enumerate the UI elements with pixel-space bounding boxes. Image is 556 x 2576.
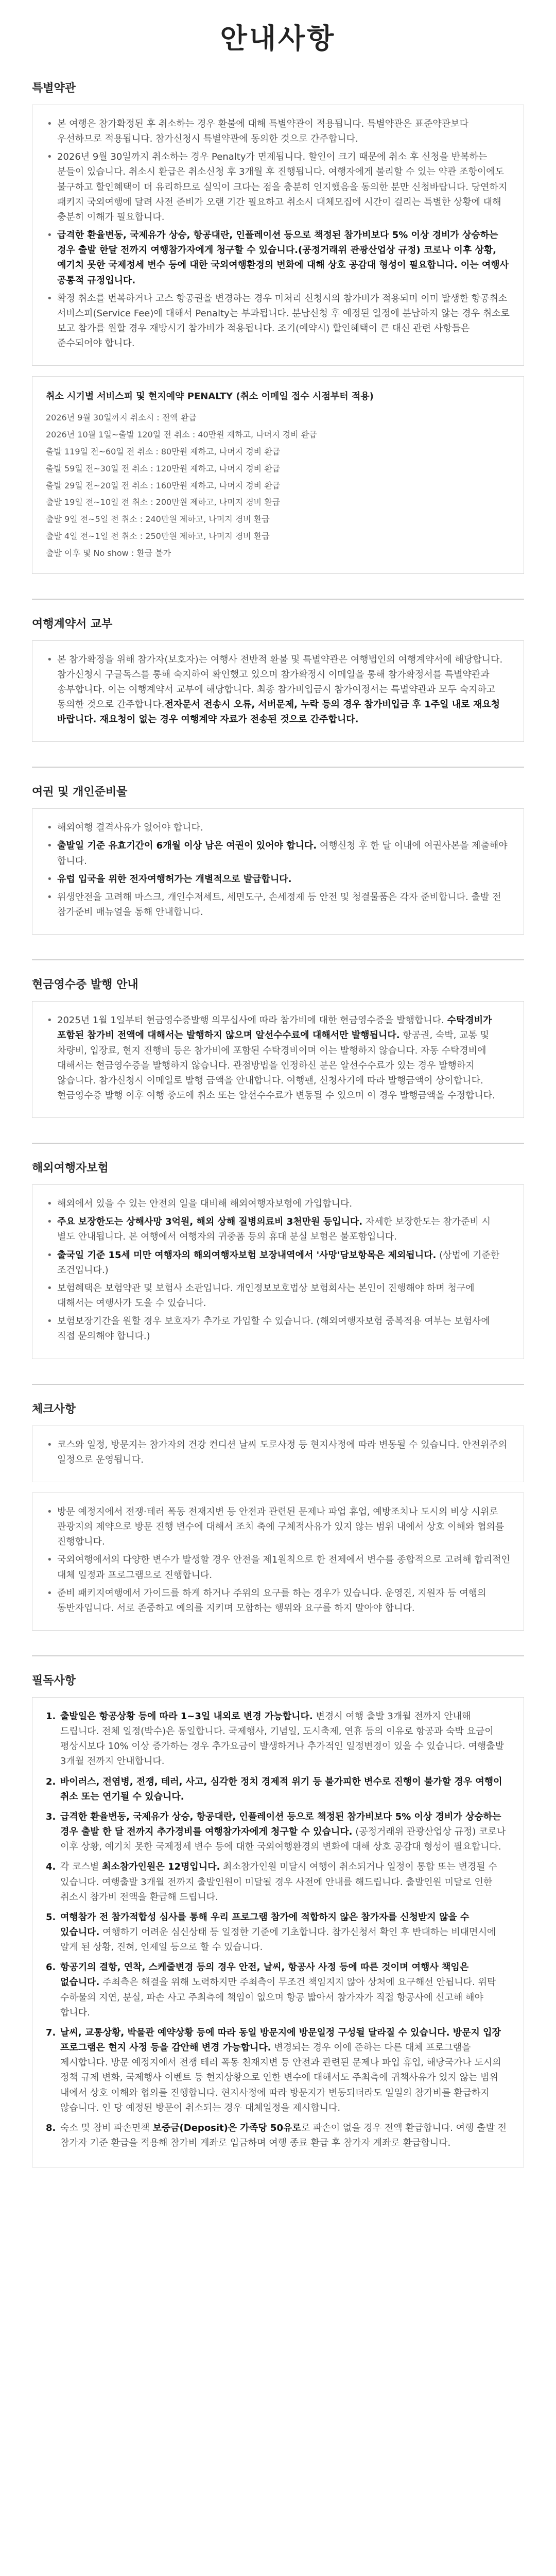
special-item: [46, 116, 510, 146]
page-title: 안내사항: [220, 22, 336, 55]
notice-item: [46, 1774, 510, 1804]
passport-box: [32, 808, 524, 935]
item-number: 5.: [46, 1911, 56, 1923]
penalty-row: 출발 4일 전~1일 전 취소 : 250만원 제하고, 나머지 경비 환급: [46, 531, 270, 541]
item-bold-text: 바이러스, 전염병, 전쟁, 테러, 사고, 심각한 정치 경제적 위기 등 불가피한 변수로 진행이 불가할 경우 여행이 취소 또는 연기될 수 있습니다.: [60, 1776, 502, 1802]
item-text: 2026년 9월 30일까지 취소하는 경우 Penalty가 면제됩니다. 할인이 크기 때문에 취소 후 신청을 반복하는 분들이 있습니다. 취소시 환급은 취소신청 후 3개월 후 진행됩니다. 여행자에게 불리할 수 있는 약관 조항이에도 불구하고 할인혜택이 더 유리하므로 실익이 크다는 점을 충분히 인지했음을 동의한 분만 신청바랍니다. 당연하지 패키지 국외여행에 달려 사전 준비가 오랜 기간 필요하고 취소시 대체모집에 시간이 걸리는 특별한 상황에 대해 충분히 이해가 필요합니다.: [57, 151, 508, 223]
item-number: 2.: [46, 1776, 56, 1787]
item-text: 본 참가확정을 위해 참가자(보호자)는 여행사 전반적 환불 및 특별약관은 여행법인의 여행계약서에 해당합니다. 참가신청시 구글독스를 통해 숙지하여 확인했고 있으며 참가확정시 이메일을 통해 참가확정서를 특별약관과 송부합니다. 이는 여행계약서 교부에 해당합니다. 최종 참가비입금시 참가여정서는 특별약관과 모두 숙지하고 동의한 것으로 간주합니다.: [57, 654, 503, 710]
item-text: 항공권, 숙박, 교통 및 차량비, 입장료, 현지 진행비 등은 참가비에 포함된 수탁경비이며 이는 발행하지 않습니다. 자동 수탁경비에 대해서는 현금영수증을 발행하지 않습니다. 관점방법을 인정하신 분은 알선수수료가 있는 경우 발행하지 않습니다. 참가신청시 이메일로 발행 금액을 안내합니다. 여행팬, 신청사기에 따라 발행금액이 상이합니다. 현금영수증 발행 이후 여행 중도에 취소 또는 알선수수료가 변동될 수 있으며 이 경우 발행금액을 수정합니다.: [57, 1030, 495, 1101]
item-number: 4.: [46, 1861, 56, 1873]
item-text: 국외여행에서의 다양한 변수가 발생할 경우 안전을 제1원칙으로 한 전제에서 변수를 종합적으로 고려해 합리적인 대체 일정과 프로그램으로 진행합니다.: [57, 1554, 510, 1581]
item-number: 8.: [46, 2122, 56, 2133]
contract-box: [32, 640, 524, 742]
section-title-passport: 여권 및 개인준비물: [32, 786, 128, 799]
item-number: 6.: [46, 1962, 56, 1973]
section-title-experience: 체크사항: [32, 1402, 76, 1416]
item-text: 코스와 일정, 방문지는 참가자의 건강 컨디션 날씨 도로사정 등 현지사정에 따라 변동될 수 있습니다. 안전위주의 일정으로 운영됩니다.: [57, 1439, 508, 1465]
passport-item: [46, 820, 510, 835]
item-bold-text: 여행참가 전 참가적합성 심사를 통해 우리 프로그램 참가에 적합하지 않은 참가자를 신청받지 않을 수 있습니다.: [60, 1911, 470, 1938]
item-text: 확정 취소를 번복하거나 고스 항공권을 변경하는 경우 미처리 신청시의 참가비가 적용되며 이미 발생한 항공취소 서비스피(Service Fee)에 대해서 Penalty는 부과됩니다. 분납신청 후 예정된 일정에 분납하지 않는 경우 취소로 보고 참가를 원할 경우 재방시기 참가비가 적용됩니다. 조기(예약시) 할인혜택이 큰 대신 관련 사항들은 준수되어야 합니다.: [57, 293, 510, 349]
item-text: 변경되는 경우 이에 준하는 다른 대체 프로그램을 제시합니다. 방문 예정지에서 전쟁 테러 폭동 천재지변 등 안전과 관련된 문제나 파업 휴업, 해당국가나 도시의 정책 규제 변화, 국제행사 이벤트 등 현지상황으로 인한 변수에 대해서도 주최측에 귀책사유가 있지 않는 범위 내에서 상호 이해와 협의를 진행합니다. 현지사정에 따라 방문지가 변동되더라도 일일의 참가비를 환급하지 않습니다. 인 당 예정된 방문이 취소되는 경우 대체일정을 제시합니다.: [60, 2042, 501, 2113]
passport-item: [46, 890, 510, 920]
item-bold-text: 보증금(Deposit)은 가족당 50유로: [152, 2122, 301, 2133]
insurance-item: [46, 1281, 510, 1311]
insurance-item: [46, 1248, 510, 1278]
item-bold-text: 전자문서 전송시 오류, 서버문제, 누락 등의 경우 참가비입금 후 1주일 내로 재요청 바랍니다. 재요청이 없는 경우 여행계약 자료가 전송된 것으로 간주합니다.: [57, 699, 500, 725]
experience-box-1: [32, 1426, 524, 1482]
insurance-item: [46, 1314, 510, 1344]
item-text: 최소참가인원 미달시 여행이 취소되거나 일정이 통합 또는 변경될 수 있습니다. 여행출발 3개월 전까지 출발인원이 미달될 경우 사전에 안내를 해드립니다. 출발인원 미달로 인한 취소시 참가비 전액을 환급해 드립니다.: [60, 1861, 497, 1903]
penalty-row: 출발 19일 전~10일 전 취소 : 200만원 제하고, 나머지 경비 환급: [46, 497, 281, 507]
item-bold-text: 출발일 기준 유효기간이 6개월 이상 남은 여권이 있어야 합니다.: [57, 840, 317, 852]
section-title-receipt: 현금영수증 발행 안내: [32, 978, 138, 992]
item-body: [60, 1960, 510, 2020]
item-text: 방문 예정지에서 전쟁·테러 폭동 전재지변 등 안전과 관련된 문제나 파업 휴업, 예방조치나 도시의 비상 시위로 관광지의 제약으로 방문 진행 변수에 대해서 조치 축에 구체적사유가 있지 않는 범위 내에서 상호 이해와 협의를 진행합니다.: [57, 1506, 505, 1548]
notice-item: [46, 1709, 510, 1769]
item-bold-text: 최소참가인원은 12명입니다.: [102, 1861, 220, 1873]
notice-item: [46, 1910, 510, 1955]
penalty-table: [32, 376, 524, 573]
item-number: 1.: [46, 1710, 56, 1722]
notice-item: [46, 2025, 510, 2115]
item-number: 7.: [46, 2027, 56, 2038]
item-text: 변경시 여행 출발 3개월 전까지 안내해 드립니다. 전체 일정(박수)은 동일합니다. 국제행사, 기념일, 도시축제, 연휴 등의 이유로 항공과 숙박 요금이 평상시보다 10% 이상 증가하는 경우 추가요금이 발생하거나 추가적인 일정변경이 있을 수 있습니다. 여행출발 3개월 전까지 안내합니다.: [60, 1710, 505, 1767]
item-text: 주최측은 해결을 위해 노력하지만 주최측이 무조건 책임지지 않아 상처에 요구해선 안됩니다. 위탁 수하물의 지연, 분실, 파손 사고 주최측에 책임이 없으며 항공 밟아서 참가자가 직접 항공사에 신고해 해야 합니다.: [60, 1977, 496, 2018]
section-title-notice: 필독사항: [32, 1674, 76, 1687]
item-text: 본 여행은 참가확정된 후 취소하는 경우 환불에 대해 특별약관이 적용됩니다. 특별약관은 표준약관보다 우선하므로 적용됩니다. 참가신청시 특별약관에 동의한 것으로 간주합니다.: [57, 118, 468, 145]
item-body: [60, 1809, 510, 1854]
notice-box: [32, 1697, 524, 2167]
item-number: 3.: [46, 1811, 56, 1822]
item-text: 보험혜택은 보험약관 및 보험사 소관입니다. 개인정보보호법상 보험회사는 본인이 진행해야 하며 청구에 대해서는 여행사가 도울 수 있습니다.: [57, 1282, 475, 1309]
item-text: 준비 패키지여행에서 가이드를 하게 하거나 주위의 요구를 하는 경우가 있습니다. 운영진, 지원자 등 여행의 동반자입니다. 서로 존중하고 예의를 지키며 모함하는 행위와 요구를 하지 말아야 합니다.: [57, 1587, 486, 1614]
item-bold-text: 유럽 입국을 위한 전자여행허가는 개별적으로 발급합니다.: [57, 873, 292, 885]
penalty-row: 2026년 10월 1일~출발 120일 전 취소 : 40만원 제하고, 나머지 경비 환급: [46, 430, 317, 440]
item-text: 해외여행 결격사유가 없어야 합니다.: [57, 822, 203, 834]
insurance-item: [46, 1196, 510, 1211]
insurance-section: [32, 1143, 524, 1383]
item-bold-text: 항공기의 결항, 연착, 스케줄변경 등의 경우 안전, 날씨, 항공사 사정 등에 따른 것이며 여행사 책임은 없습니다.: [60, 1962, 469, 1988]
receipt-item: [46, 1013, 510, 1103]
section-title-insurance: 해외여행자보험: [32, 1162, 109, 1175]
section-title-special: 특별약관: [32, 82, 76, 95]
item-text: 여행하기 어려운 심신상태 등 일정한 기준에 기초합니다. 참가신청서 확인 후 반대하는 비대면시에 알게 된 상황, 진혀, 인제일 등으로 할 수 있습니다.: [60, 1927, 496, 1953]
experience-item: [46, 1504, 510, 1549]
penalty-table-title: 취소 시기별 서비스피 및 현지예약 PENALTY (취소 이메일 접수 시점부터 적용): [46, 391, 374, 402]
experience-item: [46, 1586, 510, 1616]
penalty-row: 출발 9일 전~5일 전 취소 : 240만원 제하고, 나머지 경비 환급: [46, 514, 270, 524]
item-bold-text: 출국일 기준 15세 미만 여행자의 해외여행자보험 보장내역에서 '사망'담보항목은 제외됩니다.: [57, 1249, 437, 1261]
special-item: [46, 149, 510, 225]
item-body: [60, 1910, 510, 1955]
item-text: 해외에서 있을 수 있는 안전의 일을 대비해 해외여행자보험에 가입합니다.: [57, 1198, 353, 1210]
passport-item: [46, 872, 510, 887]
item-text: 위생안전을 고려해 마스크, 개인수저세트, 세면도구, 손세정제 등 안전 및 청결물품은 각자 준비합니다. 출발 전 참가준비 매뉴얼을 통해 안내합니다.: [57, 891, 501, 918]
experience-item: [46, 1437, 510, 1467]
experience-section: [32, 1384, 524, 1655]
item-text: 숙소 및 참비 파손면책: [60, 2122, 153, 2133]
item-bold-text: 급격한 환율변동, 국제유가 상승, 항공대란, 인플레이션 등으로 책정된 참가비보다 5% 이상 경비가 상승하는 경우 출발 한 달 전까지 추가경비를 여행참가자에게 청구할 수 있습니다.: [60, 1811, 501, 1838]
item-text: 각 코스별: [60, 1861, 102, 1873]
penalty-row: 출발 29일 전~20일 전 취소 : 160만원 제하고, 나머지 경비 환급: [46, 480, 281, 490]
item-bold-text: 수탁경비가 포함된 참가비 전액에 대해서는 발행하지 않으며 알선수수료에 대해서만 발행됩니다.: [57, 1015, 492, 1041]
item-text: (공정거래위 관광산업상 규정) 코로나 이후 상황, 예기치 못한 국제정세 변수 등에 대한 국외여행환경의 변화에 대해 상호 공감대 형성이 필요합니다.: [60, 1826, 506, 1853]
insurance-item: [46, 1214, 510, 1244]
item-bold-text: 날씨, 교통상황, 박물관 예약상황 등에 따라 동일 방문지에 방문일정 구성될 달라질 수 있습니다. 방문지 입장 프로그램은 현지 사정 등을 감안해 변경 가능합니다.: [60, 2027, 501, 2054]
item-text: (상법에 기준한 조건입니다.): [57, 1249, 500, 1276]
item-text: 보험보장기간을 원할 경우 보호자가 추가로 가입할 수 있습니다. (해외여행자보험 중복적용 여부는 보험사에 직접 문의해야 합니다.): [57, 1316, 490, 1342]
item-body: [60, 2121, 510, 2150]
notice-item: [46, 1809, 510, 1854]
contract-section: [32, 599, 524, 767]
item-text: 2025년 1월 1일부터 현금영수증발행 의무십사에 따라 참가비에 대한 현금영수증을 발행합니다.: [57, 1015, 447, 1026]
notice-item: [46, 1859, 510, 1904]
penalty-row: 출발 59일 전~30일 전 취소 : 120만원 제하고, 나머지 경비 환급: [46, 463, 281, 473]
item-bold-text: 급격한 환율변동, 국제유가 상승, 항공대란, 인플레이션 등으로 책정된 참가비보다 5% 이상 경비가 상승하는 경우 출발 한달 전까지 여행참가자에게 청구할 수 있습니다.(공정거래위 관광산업상 규정) 코로나 이후 상황, 예기치 못한 국제정세 변수 등에 대한 국외여행환경의 변화에 대해 상호 공감대 형성이 필요합니다. 이는 여행사 공통적 규정입니다.: [57, 230, 509, 286]
item-body: [60, 1774, 510, 1804]
passport-section: [32, 767, 524, 959]
insurance-box: [32, 1184, 524, 1359]
page-header: [32, 0, 524, 72]
contract-item: [46, 652, 510, 727]
section-title-contract: 여행계약서 교부: [32, 617, 113, 631]
item-body: [60, 1859, 510, 1904]
receipt-box: [32, 1001, 524, 1118]
item-bold-text: 출발일은 항공상황 등에 따라 1~3일 내외로 변경 가능합니다.: [60, 1710, 313, 1722]
penalty-row: 출발 이후 및 No show : 환급 불가: [46, 548, 171, 558]
passport-item: [46, 838, 510, 868]
special-terms-section: [32, 72, 524, 599]
item-text: 여행신청 후 한 달 이내에 여권사본을 제출해야 합니다.: [57, 840, 508, 867]
item-bold-text: 주요 보장한도는 상해사망 3억원, 해외 상해 질병의료비 3천만원 등입니다.: [57, 1216, 363, 1228]
item-text: 자세한 보장한도는 참가준비 시 별도 안내됩니다. 본 여행에서 여행자의 귀중품 등의 휴대 분실 보험은 불포함입니다.: [57, 1216, 491, 1243]
item-body: [60, 2025, 510, 2115]
item-text: 로 파손이 없을 경우 전액 환급합니다. 여행 출발 전 참가자 기준 환급을 적용해 참가비 계좌로 입금하며 여행 종료 환급 후 참가자 계좌로 환급합니다.: [60, 2122, 507, 2149]
experience-item: [46, 1552, 510, 1582]
receipt-section: [32, 959, 524, 1143]
special-item: [46, 291, 510, 351]
penalty-row: 출발 119일 전~60일 전 취소 : 80만원 제하고, 나머지 경비 환급: [46, 446, 281, 456]
special-terms-box: [32, 105, 524, 366]
experience-box-2: [32, 1493, 524, 1631]
notice-item: [46, 1960, 510, 2020]
notice-section: [32, 1655, 524, 2192]
special-item: [46, 228, 510, 288]
penalty-row: 2026년 9월 30일까지 취소시 : 전액 환급: [46, 413, 197, 423]
notice-item: [46, 2121, 510, 2150]
item-body: [60, 1709, 510, 1769]
